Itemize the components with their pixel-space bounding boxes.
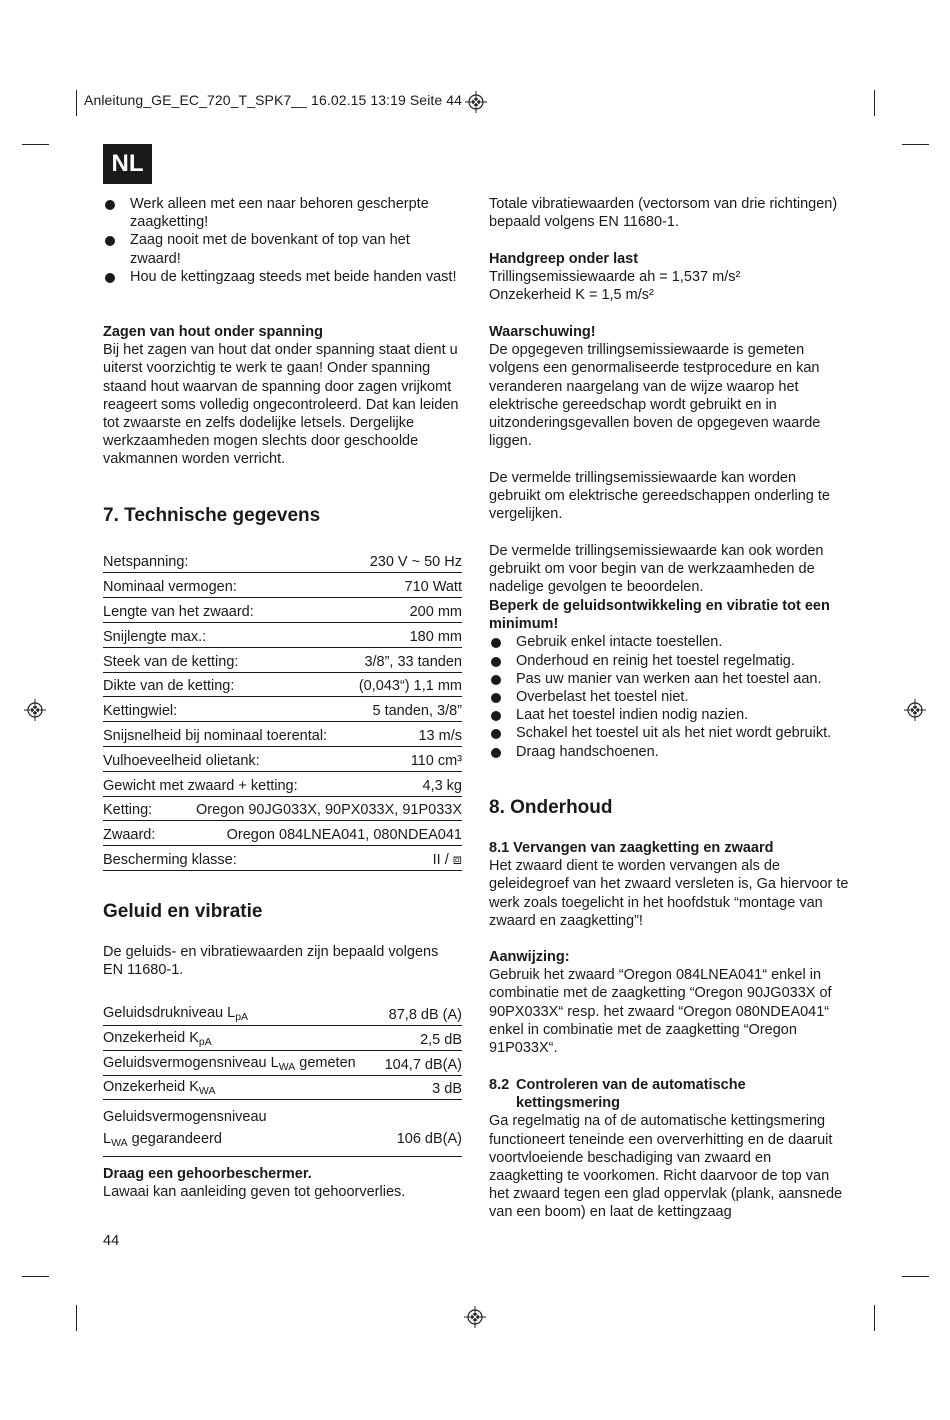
row-value: Oregon 90JG033X, 90PX033X, 91P033X xyxy=(195,802,462,819)
paragraph: Bij het zagen van hout dat onder spanning staat dient u uiterst voorzichtig te werk te gaan! Onder spanning staand hout waarvan de spanning door zagen vrijkomt reageert soms volledig ongecontroleerd. Dat kan leiden tot zwaarste en zelfs dodelijke letsels. Dergelijke werkzaamheden mogen slechts door geschoolde vakmannen worden verricht. xyxy=(103,342,459,468)
row-value: 13 m/s xyxy=(418,727,462,744)
registration-mark-icon xyxy=(464,1306,486,1328)
section-title: Waarschuwing! xyxy=(489,324,596,340)
row-value: 110 cm³ xyxy=(410,752,462,769)
tech-spec-table xyxy=(103,550,462,871)
registration-mark-icon xyxy=(24,699,46,721)
table-row xyxy=(103,846,462,871)
section-title: Draag een gehoorbeschermer. xyxy=(103,1166,312,1182)
crop-mark xyxy=(22,1276,49,1277)
row-value: 710 Watt xyxy=(404,579,462,596)
row-label: $L_{WA}$ gegarandeerd xyxy=(103,1131,222,1150)
print-header: Anleitung_GE_EC_720_T_SPK7__ 16.02.15 13:19 Seite 44 xyxy=(84,92,463,108)
list-item: Pas uw manier van werken aan het toestel aan. xyxy=(489,670,849,688)
row-value: (0,043“) 1,1 mm xyxy=(358,678,462,695)
onderhoud-heading: 8. Onderhoud xyxy=(489,797,613,818)
spanning-section xyxy=(103,323,462,469)
row-value: 180 mm xyxy=(409,628,462,645)
paragraph: Het zwaard dient te worden vervangen als de geleidegroef van het zwaard versleten is, Ga hiervoor te werk zoals toegelicht in het hoofdstuk “montage van zwaard en zaagketting”! xyxy=(489,858,849,929)
table-row xyxy=(103,550,462,573)
table-row xyxy=(103,1000,462,1026)
paragraph: Ga regelmatig na of de automatische kettingsmering functioneert teneinde een oververhitting en de daaruit voortvloeiende beschadiging van zwaard en zaagketting te voorkomen. Richt daarvoor de top van het zwaard tegen een glad oppervlak (plank, aansnede van een boom) en laat de kettingzaag xyxy=(489,1113,843,1221)
row-label: Nominaal vermogen: xyxy=(103,579,237,596)
row-label: Onzekerheid $K_{WA}$ xyxy=(103,1079,216,1098)
row-label: Netspanning: xyxy=(103,554,189,571)
list-item: Gebruik enkel intacte toestellen. xyxy=(489,633,849,651)
geluid-heading: Geluid en vibratie xyxy=(103,901,263,922)
crop-mark xyxy=(874,90,875,116)
table-row xyxy=(103,598,462,623)
row-value: 230 V ~ 50 Hz xyxy=(369,554,462,571)
row-value: 3/8”, 33 tanden xyxy=(364,653,462,670)
list-item: Zaag nooit met de bovenkant of top van het zwaard! xyxy=(103,231,462,267)
row-label: Geluidsvermogensniveau xyxy=(103,1109,267,1126)
waarschuwing-section xyxy=(489,323,849,450)
row-value: 4,3 kg xyxy=(422,777,462,794)
row-label: Zwaard: xyxy=(103,827,156,844)
registration-mark-icon xyxy=(465,91,487,113)
section-8-2 xyxy=(489,1076,849,1222)
row-label: Lengte van het zwaard: xyxy=(103,603,254,620)
paragraph: De opgegeven trillingsemissiewaarde is gemeten volgens een genormaliseerde testprocedure en kan veranderen naargelang van de wijze waarop het elektrische gereedschap wordt gebruikt en in uitzonderingsgevallen boven de opgegeven waarde liggen. xyxy=(489,342,821,450)
aanwijzing-section xyxy=(489,948,849,1057)
handgreep-section xyxy=(489,250,849,305)
list-item: Laat het toestel indien nodig nazien. xyxy=(489,706,849,724)
tech-heading: 7. Technische gegevens xyxy=(103,505,321,526)
crop-mark xyxy=(874,1305,875,1331)
paragraph: Trillingsemissiewaarde ah = 1,537 m/s² xyxy=(489,269,741,286)
list-item: Schakel het toestel uit als het niet wordt gebruikt. xyxy=(489,724,849,742)
table-row xyxy=(103,797,462,822)
registration-mark-icon xyxy=(904,699,926,721)
section-title: Beperk de geluidsontwikkeling en vibratie tot een minimum! xyxy=(489,598,830,633)
table-row xyxy=(103,821,462,846)
crop-mark xyxy=(76,1305,77,1331)
table-row xyxy=(103,648,462,673)
row-label: Geluidsdrukniveau $L_{pA}$ xyxy=(103,1005,249,1023)
row-label: Snijsnelheid bij nominaal toerental: xyxy=(103,727,328,744)
row-value: 87,8 dB (A) xyxy=(388,1007,462,1023)
language-badge: NL xyxy=(103,144,152,184)
row-label: Ketting: xyxy=(103,802,153,819)
paragraph: De vermelde trillingsemissiewaarde kan worden gebruikt om elektrische gereedschappen onderling te vergelijken. xyxy=(489,470,830,523)
table-row xyxy=(103,1051,462,1076)
crop-mark xyxy=(76,90,77,116)
row-label: Snijlengte max.: xyxy=(103,628,207,645)
paragraph: Gebruik het zwaard “Oregon 084LNEA041“ enkel in combinatie met de zaagketting “Oregon 90JG033X of 90PX033X“ resp. het zwaard “Oregon 080NDEA041“ enkel in combinatie met de zaagketting “Oregon 91P033X“. xyxy=(489,967,832,1057)
paragraph: Lawaai kan aanleiding geven tot gehoorverlies. xyxy=(103,1184,406,1201)
row-label: Bescherming klasse: xyxy=(103,851,237,868)
beperk-section xyxy=(489,597,849,761)
section-title: 8.2 Controleren van de automatische kettingsmering xyxy=(489,1077,746,1112)
row-value: 5 tanden, 3/8” xyxy=(372,703,462,720)
section-title: Aanwijzing: xyxy=(489,949,570,965)
section-title: Handgreep onder last xyxy=(489,251,639,267)
table-row xyxy=(103,1100,462,1157)
list-item: Werk alleen met een naar behoren gescherpte zaagketting! xyxy=(103,195,462,231)
beperk-bullets xyxy=(489,633,849,760)
row-value: Oregon 084LNEA041, 080NDEA041 xyxy=(226,827,462,844)
table-row xyxy=(103,1076,462,1101)
row-value: II / ⧈ xyxy=(432,851,462,868)
row-label: Dikte van de ketting: xyxy=(103,678,235,695)
table-row xyxy=(103,623,462,648)
section-8-1 xyxy=(489,839,849,930)
geluid-intro: De geluids- en vibratiewaarden zijn bepaald volgens EN 11680-1. xyxy=(103,944,439,979)
list-item: Overbelast het toestel niet. xyxy=(489,688,849,706)
paragraph: De vermelde trillingsemissiewaarde kan ook worden gebruikt om voor begin van de werkzaamheden de nadelige gevolgen te beoordelen. xyxy=(489,543,824,596)
safety-bullets xyxy=(103,195,462,286)
crop-mark xyxy=(22,144,49,145)
list-item: Onderhoud en reinig het toestel regelmatig. xyxy=(489,652,849,670)
row-label: Kettingwiel: xyxy=(103,703,178,720)
row-label: Geluidsvermogensniveau $L_{WA}$ gemeten xyxy=(103,1054,356,1073)
table-row xyxy=(103,573,462,598)
crop-mark xyxy=(902,1276,929,1277)
paragraph: Onzekerheid K = 1,5 m/s² xyxy=(489,287,654,304)
row-value: 104,7 dB(A) xyxy=(384,1056,462,1073)
table-row xyxy=(103,697,462,722)
row-value: 200 mm xyxy=(409,603,462,620)
row-value: 106 dB(A) xyxy=(396,1131,462,1148)
crop-mark xyxy=(902,144,929,145)
row-label: Steek van de ketting: xyxy=(103,653,239,670)
list-item: Hou de kettingzaag steeds met beide handen vast! xyxy=(103,268,462,286)
gehoor-section xyxy=(103,1165,462,1201)
table-row xyxy=(103,722,462,747)
row-value: 2,5 dB xyxy=(420,1031,462,1048)
section-title: Zagen van hout onder spanning xyxy=(103,324,323,340)
vibration-intro: Totale vibratiewaarden (vectorsom van drie richtingen) bepaald volgens EN 11680-1. xyxy=(489,196,838,231)
row-label: Vulhoeveelheid olietank: xyxy=(103,752,260,769)
section-title: 8.1 Vervangen van zaagketting en zwaard xyxy=(489,840,774,856)
sound-table xyxy=(103,1000,462,1157)
page-number: 44 xyxy=(103,1233,120,1249)
row-label: Gewicht met zwaard + ketting: xyxy=(103,777,298,794)
row-value: 3 dB xyxy=(432,1081,462,1098)
list-item: Draag handschoenen. xyxy=(489,743,849,761)
row-label: Onzekerheid $K_{pA}$ xyxy=(103,1029,212,1048)
table-row xyxy=(103,772,462,797)
table-row xyxy=(103,1026,462,1051)
table-row xyxy=(103,673,462,698)
table-row xyxy=(103,747,462,772)
